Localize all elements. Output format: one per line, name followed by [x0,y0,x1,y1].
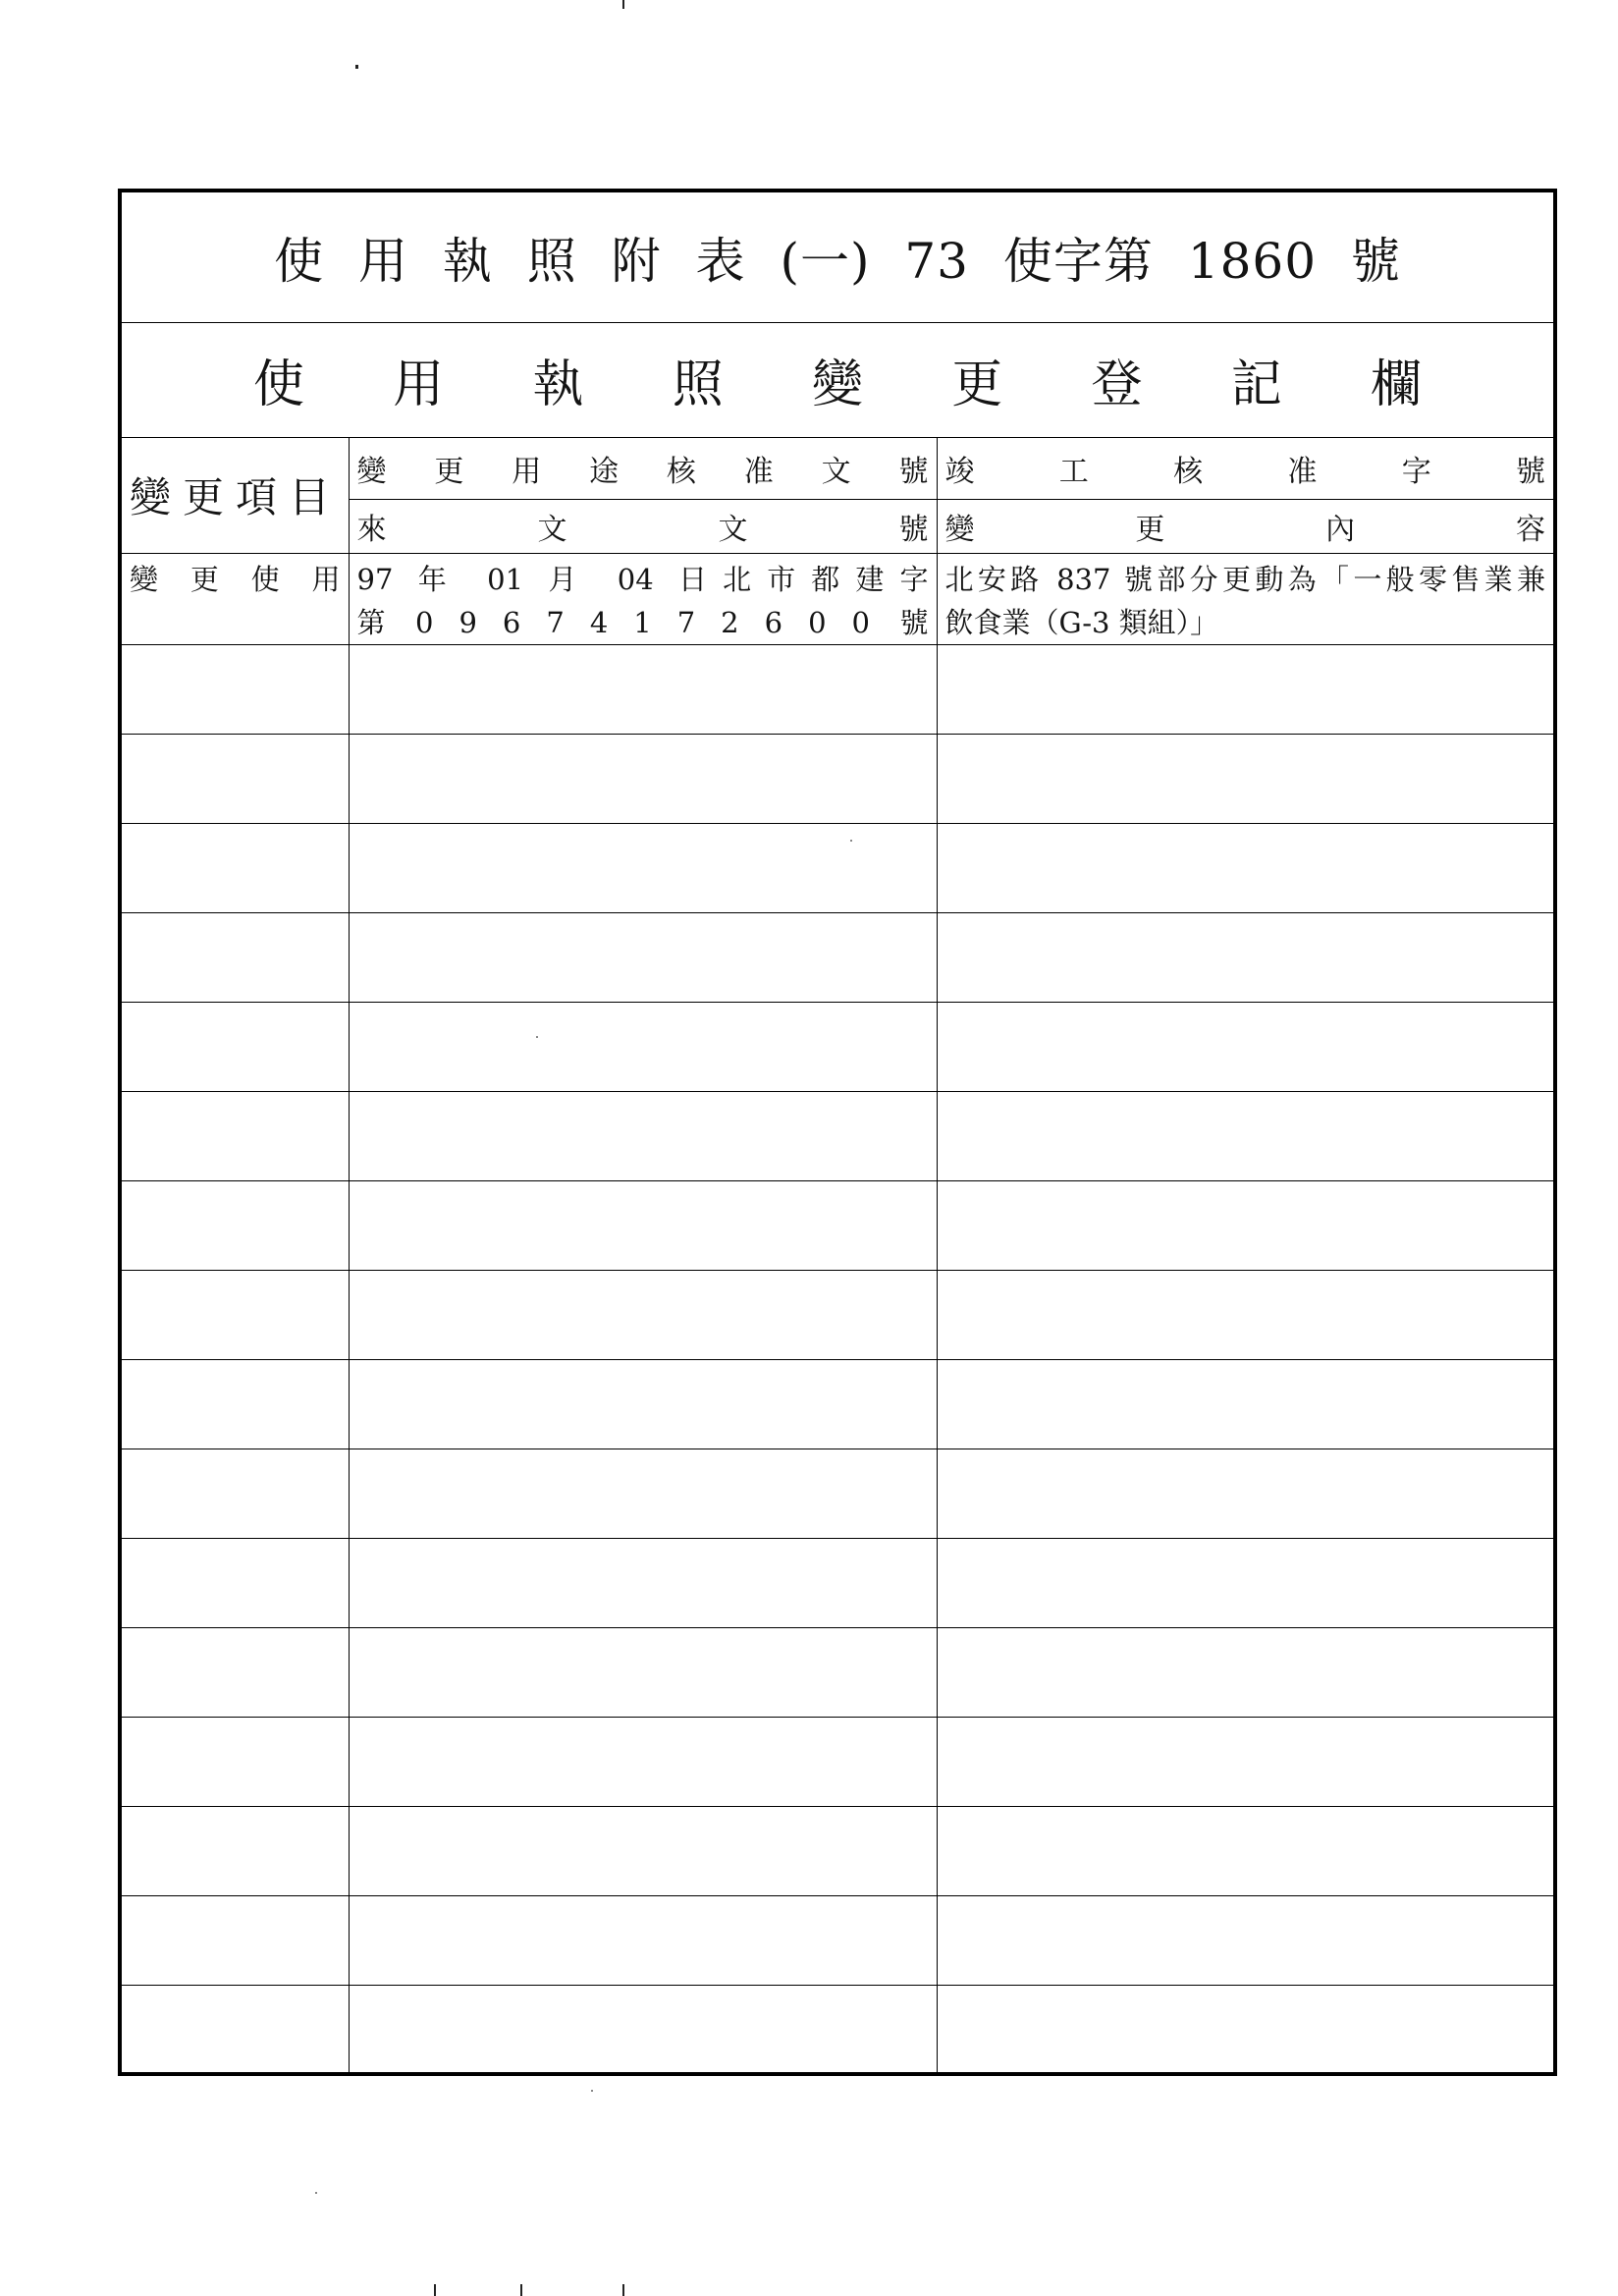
entry-content-line1: 北安路 837 號部分更動為「一般零售業兼 [944,562,1546,596]
empty-content-cell [937,1091,1555,1180]
empty-row [120,644,1555,734]
entry-doc-number: 09674172600 [415,605,895,639]
empty-item-cell [120,1180,349,1270]
empty-doc-cell [349,1002,937,1091]
header-approval-doc-no: 變 更 用 途 核 准 文 號 [356,454,929,489]
empty-doc-cell [349,1180,937,1270]
entry-item-cell [120,553,349,644]
header-incoming-doc-no: 來 文 文 號 [356,512,929,547]
scan-mark [315,2192,317,2194]
empty-item-cell [120,1895,349,1985]
empty-content-cell [937,1449,1555,1538]
empty-item-cell [120,912,349,1002]
empty-content-cell [937,1270,1555,1359]
header-change-content: 變 更 內 容 [944,512,1546,547]
empty-row [120,1627,1555,1717]
header-incoming-doc-no-cell [349,499,937,553]
entry-doc-prefix: 第 [356,605,386,639]
empty-content-cell [937,1359,1555,1449]
empty-doc-cell [349,1985,937,2074]
header-change-item: 變更項目 [120,437,349,553]
empty-doc-cell [349,1538,937,1627]
empty-row [120,1717,1555,1806]
empty-row [120,734,1555,823]
empty-content-cell [937,912,1555,1002]
header-change-content-cell [937,499,1555,553]
empty-doc-cell [349,1717,937,1806]
empty-content-cell [937,1895,1555,1985]
empty-content-cell [937,734,1555,823]
entry-item: 變 更 使 用 [130,562,341,596]
empty-content-cell [937,1806,1555,1895]
entry-doc-line1: 97 年 01 月 04 日北市都建字 [356,562,929,596]
scan-mark [355,65,358,69]
empty-doc-cell [349,1895,937,1985]
register-heading: 使 用 執 照 變 更 登 記 欄 [253,355,1423,414]
empty-item-cell [120,1270,349,1359]
header-completion-approval-no-cell [937,437,1555,499]
entry-doc-cell [349,553,937,644]
empty-row [120,1449,1555,1538]
header-row-1 [120,437,1555,499]
form-body [120,191,1555,2074]
empty-doc-cell [349,1270,937,1359]
empty-row [120,823,1555,912]
empty-doc-cell [349,1627,937,1717]
empty-item-cell [120,1359,349,1449]
entry-content-line2: 飲食業（G-3 類組）」 [944,605,1219,639]
scan-mark [622,2284,624,2296]
form-title: 使 用 執 照 附 表 (一) 73 使字第 1860 號 [120,191,1555,322]
entry-doc-suffix: 號 [899,605,929,639]
table-row [120,553,1555,644]
empty-content-cell [937,1627,1555,1717]
empty-row [120,1359,1555,1449]
empty-item-cell [120,644,349,734]
empty-item-cell [120,1002,349,1091]
empty-item-cell [120,1985,349,2074]
empty-row [120,1985,1555,2074]
empty-doc-cell [349,912,937,1002]
permit-change-register-form [118,189,1557,2076]
empty-doc-cell [349,644,937,734]
scan-mark [434,2284,436,2296]
empty-doc-cell [349,1359,937,1449]
entry-content-cell [937,553,1555,644]
empty-item-cell [120,1449,349,1538]
empty-doc-cell [349,1091,937,1180]
empty-doc-cell [349,1449,937,1538]
scan-mark [622,0,624,9]
empty-item-cell [120,1091,349,1180]
entry-doc-line2 [357,601,929,644]
empty-content-cell [937,1717,1555,1806]
empty-content-cell [937,1538,1555,1627]
empty-content-cell [937,644,1555,734]
header-approval-doc-no-cell [349,437,937,499]
empty-row [120,1895,1555,1985]
empty-item-cell [120,1806,349,1895]
header-completion-approval-no: 竣 工 核 准 字 號 [944,454,1546,489]
register-heading-row [120,322,1555,437]
empty-content-cell [937,1180,1555,1270]
empty-item-cell [120,823,349,912]
empty-item-cell [120,734,349,823]
register-heading-cell [120,322,1555,437]
empty-row [120,1180,1555,1270]
empty-doc-cell [349,823,937,912]
empty-content-cell [937,1985,1555,2074]
empty-doc-cell [349,1806,937,1895]
title-row [120,191,1555,322]
empty-row [120,912,1555,1002]
empty-row [120,1806,1555,1895]
empty-item-cell [120,1627,349,1717]
empty-row [120,1538,1555,1627]
empty-content-cell [937,1002,1555,1091]
empty-item-cell [120,1717,349,1806]
empty-doc-cell [349,734,937,823]
empty-content-cell [937,823,1555,912]
empty-row [120,1002,1555,1091]
scan-mark [591,2090,593,2092]
empty-item-cell [120,1538,349,1627]
scan-mark [520,2284,522,2296]
empty-row [120,1091,1555,1180]
empty-row [120,1270,1555,1359]
